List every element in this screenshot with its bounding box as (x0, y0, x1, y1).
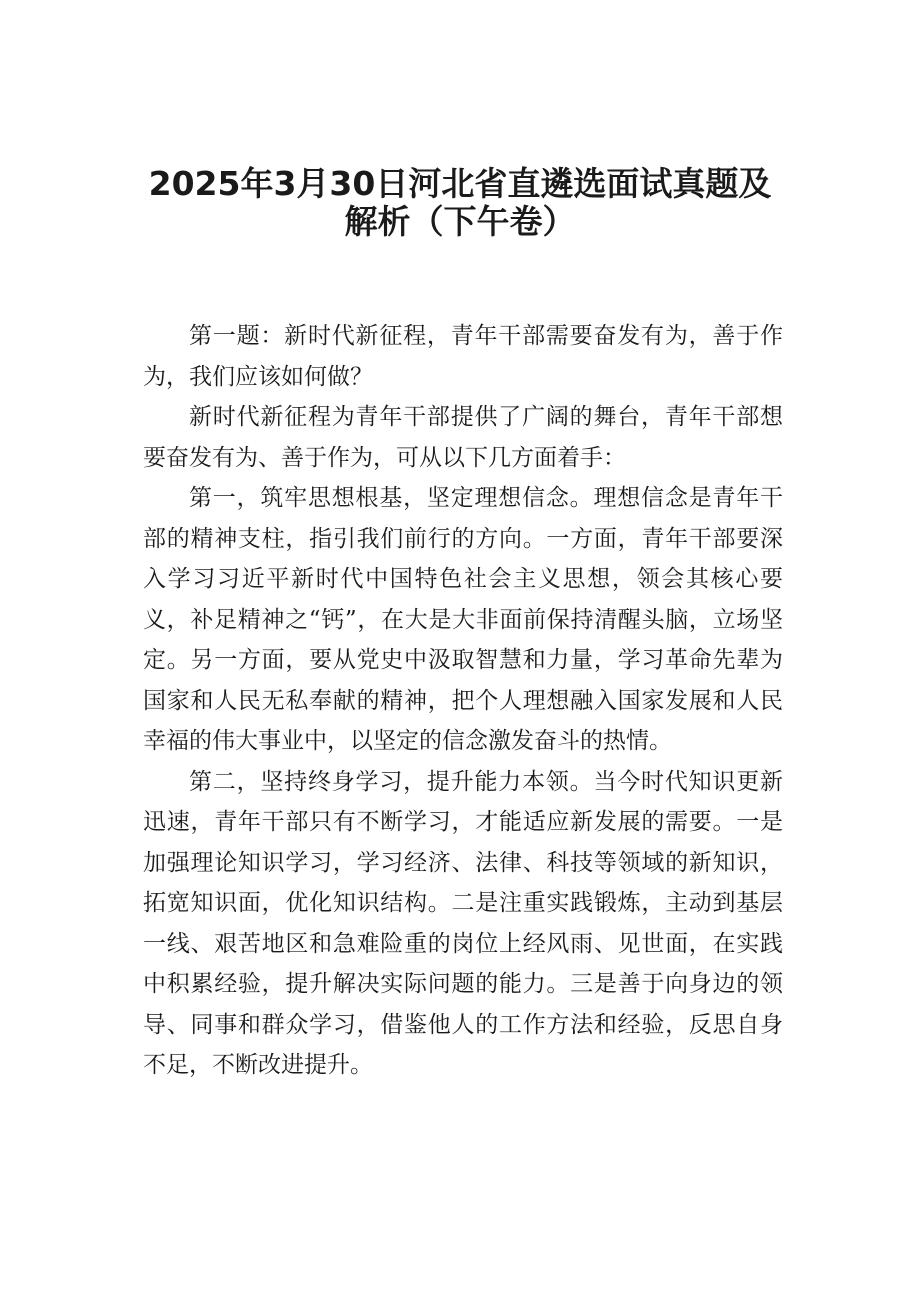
point-two-paragraph: 第二，坚持终身学习，提升能力本领。当今时代知识更新迅速，青年干部只有不断学习，才能适应新发展的需要。一是加强理论知识学习，学习经济、法律、科技等领域的新知识，拓宽知识面，优化知识结构。二是注重实践锻炼，主动到基层一线、艰苦地区和急难险重的岗位上经风雨、见世面，在实践中积累经验，提升解决实际问题的能力。三是善于向身边的领导、同事和群众学习，借鉴他人的工作方法和经验，反思自身不足，不断改进提升。 (143, 768, 783, 1078)
point-one-paragraph: 第一，筑牢思想根基，坚定理想信念。理想信念是青年干部的精神支柱，指引我们前行的方向。一方面，青年干部要深入学习习近平新时代中国特色社会主义思想，领会其核心要义，补足精神之“钙”，在大是大非面前保持清醒头脑，立场坚定。另一方面，要从党史中汲取智慧和力量，学习革命先辈为国家和人民无私奉献的精神，把个人理想融入国家发展和人民幸福的伟大事业中，以坚定的信念激发奋斗的热情。 (143, 485, 783, 754)
intro-paragraph: 新时代新征程为青年干部提供了广阔的舞台，青年干部想要奋发有为、善于作为，可从以下几方面着手： (143, 404, 783, 471)
question-paragraph: 第一题：新时代新征程，青年干部需要奋发有为，善于作为，我们应该如何做？ (143, 323, 783, 390)
document-title-line-1: 2025年3月30日河北省直遴选面试真题及 (148, 164, 772, 203)
document-body (143, 316, 783, 1086)
document-title-line-2: 解析（下午卷） (344, 202, 576, 241)
